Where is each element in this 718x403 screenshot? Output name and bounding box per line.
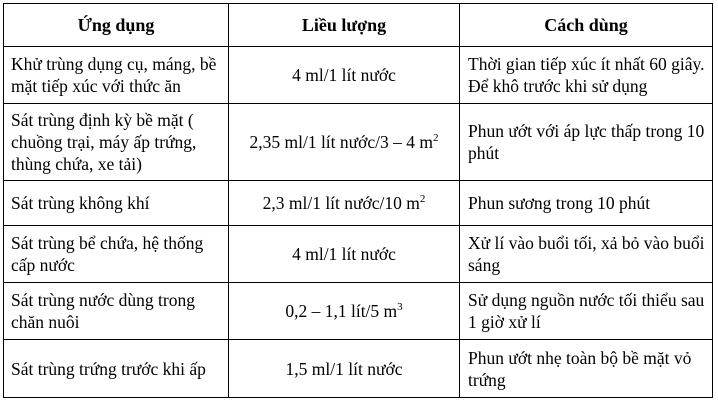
cell-usage: Sát trùng nước dùng trong chăn nuôi [4, 283, 229, 340]
cell-method: Phun sương trong 10 phút [460, 181, 713, 226]
dose-superscript: 2 [419, 193, 426, 206]
table-row [4, 226, 713, 283]
cell-dose [229, 181, 460, 226]
cell-method: Sử dụng nguồn nước tối thiểu sau 1 giờ xử lí [460, 283, 713, 340]
header-usage: Ứng dụng [4, 4, 229, 47]
cell-dose [229, 226, 460, 283]
cell-method: Phun ướt nhẹ toàn bộ bề mặt vỏ trứng [460, 340, 713, 398]
cell-dose [229, 283, 460, 340]
cell-usage: Sát trùng không khí [4, 181, 229, 226]
dose-superscript: 2 [433, 132, 439, 145]
cell-dose [229, 340, 460, 398]
table-row [4, 47, 713, 104]
cell-usage: Khử trùng dụng cụ, máng, bề mặt tiếp xúc với thức ăn [4, 47, 229, 104]
dose-superscript: 3 [397, 301, 403, 314]
dose-text: 4 ml/1 lít nước [292, 65, 396, 85]
cell-method: Phun ướt với áp lực thấp trong 10 phút [460, 104, 713, 181]
cell-usage: Sát trùng định kỳ bề mặt ( chuồng trại, máy ấp trứng, thùng chứa, xe tải) [4, 104, 229, 181]
table-row [4, 283, 713, 340]
cell-usage: Sát trùng bể chứa, hệ thống cấp nước [4, 226, 229, 283]
cell-dose [229, 104, 460, 181]
table-row [4, 104, 713, 181]
dose-text: 2,35 ml/1 lít nước/3 – 4 m [249, 132, 434, 152]
disinfection-table [3, 3, 713, 398]
dose-text: 2,3 ml/1 lít nước/10 m [262, 193, 420, 213]
cell-method: Thời gian tiếp xúc ít nhất 60 giây. Để khô trước khi sử dụng [460, 47, 713, 104]
table-row [4, 340, 713, 398]
dose-text: 4 ml/1 lít nước [292, 244, 396, 264]
table-row [4, 181, 713, 226]
cell-method: Xử lí vào buổi tối, xả bỏ vào buổi sáng [460, 226, 713, 283]
table-header-row [4, 4, 713, 47]
cell-dose [229, 47, 460, 104]
dose-text: 0,2 – 1,1 lít/5 m [285, 301, 398, 321]
header-dose: Liều lượng [229, 4, 460, 47]
dose-text: 1,5 ml/1 lít nước [285, 358, 403, 379]
header-method: Cách dùng [460, 4, 713, 47]
cell-usage: Sát trùng trứng trước khi ấp [4, 340, 229, 398]
